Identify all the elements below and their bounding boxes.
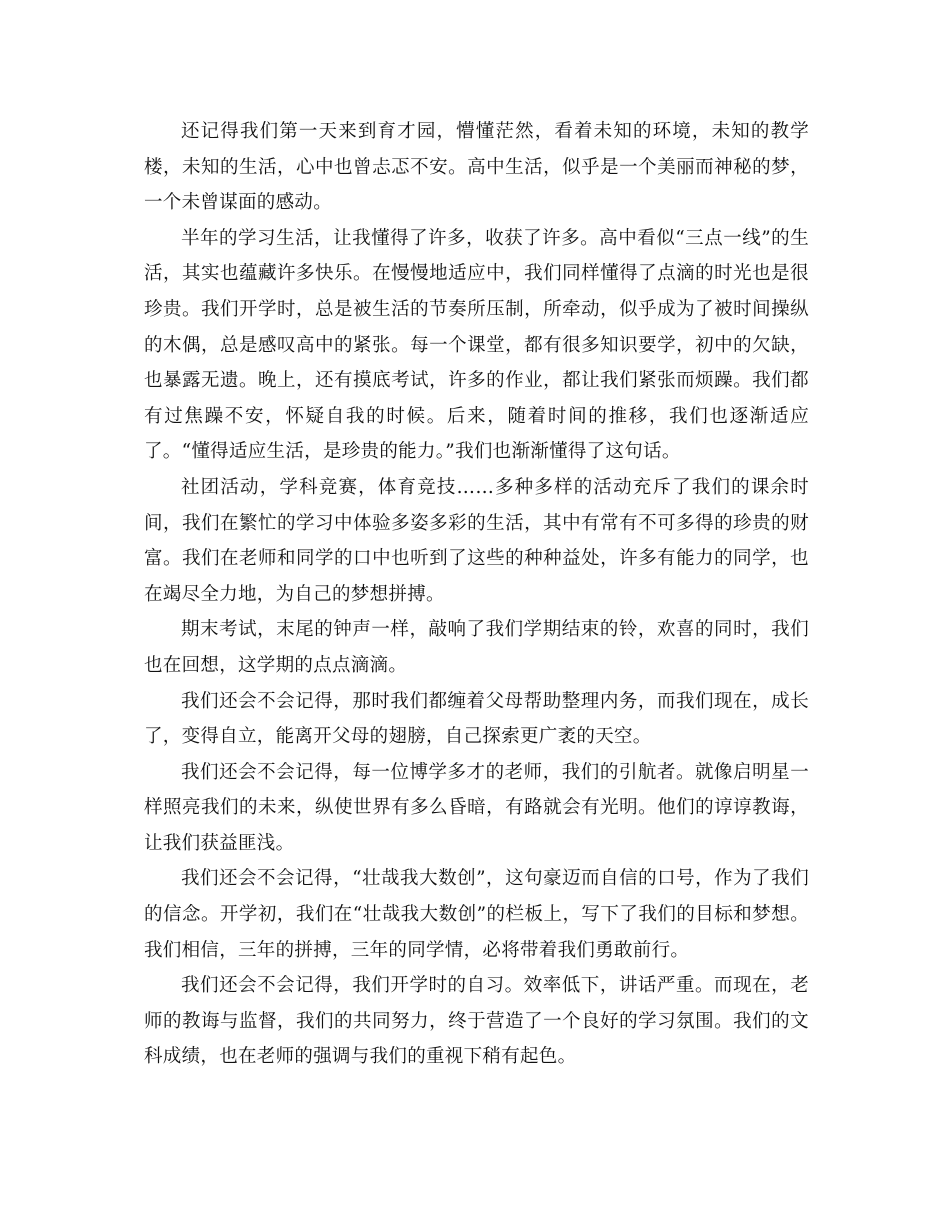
paragraph-1: 还记得我们第一天来到育才园，懵懂茫然，看着未知的环境，未知的教学楼，未知的生活，心中也曾忐忑不安。高中生活，似乎是一个美丽而神秘的梦，一个未曾谋面的感动。 [144,121,809,214]
paragraph-5: 我们还会不会记得，那时我们都缠着父母帮助整理内务，而我们现在，成长了，变得自立，能离开父母的翅膀，自己探索更广袤的天空。 [144,690,809,748]
paragraph-3: 社团活动，学科竞赛，体育竞技……多种多样的活动充斥了我们的课余时间，我们在繁忙的学习中体验多姿多彩的生活，其中有常有不可多得的珍贵的财富。我们在老师和同学的口中也听到了这些的种种益处，许多有能力的同学，也在竭尽全力地，为自己的梦想拼搏。 [144,476,809,605]
paragraph-6: 我们还会不会记得，每一位博学多才的老师，我们的引航者。就像启明星一样照亮我们的未来，纵使世界有多么昏暗，有路就会有光明。他们的谆谆教诲，让我们获益匪浅。 [144,761,809,854]
paragraph-8: 我们还会不会记得，我们开学时的自习。效率低下，讲话严重。而现在，老师的教诲与监督，我们的共同努力，终于营造了一个良好的学习氛围。我们的文科成绩，也在老师的强调与我们的重视下稍有起色。 [144,975,809,1068]
paragraph-2: 半年的学习生活，让我懂得了许多，收获了许多。高中看似“三点一线”的生活，其实也蕴藏许多快乐。在慢慢地适应中，我们同样懂得了点滴的时光也是很珍贵。我们开学时，总是被生活的节奏所压制，所牵动，似乎成为了被时间操纵的木偶，总是感叹高中的紧张。每一个课堂，都有很多知识要学，初中的欠缺，也暴露无遗。晚上，还有摸底考试，许多的作业，都让我们紧张而烦躁。我们都有过焦躁不安，怀疑自我的时候。后来，随着时间的推移，我们也逐渐适应了。“懂得适应生活，是珍贵的能力。”我们也渐渐懂得了这句话。 [144,227,809,463]
document-body [144,114,809,1075]
paragraph-7: 我们还会不会记得，“壮哉我大数创”，这句豪迈而自信的口号，作为了我们的信念。开学初，我们在“壮哉我大数创”的栏板上，写下了我们的目标和梦想。我们相信，三年的拼搏，三年的同学情，必将带着我们勇敢前行。 [144,868,809,961]
paragraph-4: 期末考试，末尾的钟声一样，敲响了我们学期结束的铃，欢喜的同时，我们也在回想，这学期的点点滴滴。 [144,619,809,676]
